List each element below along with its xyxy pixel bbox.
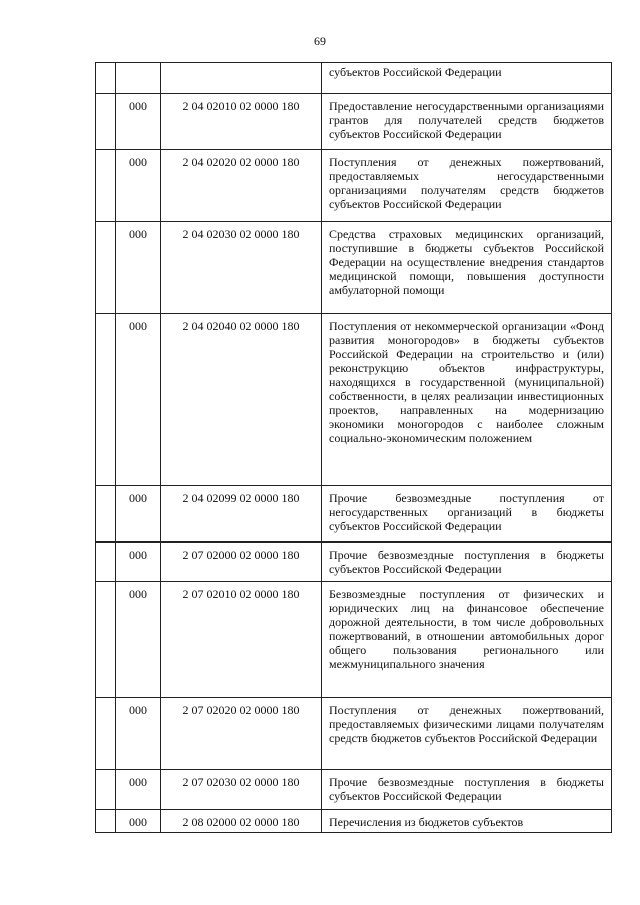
admin-code-cell: 000: [116, 222, 161, 314]
table-row: [96, 222, 612, 314]
table-row: [96, 698, 612, 770]
table-cell-blank: [96, 314, 116, 486]
budget-code-cell: 2 04 02030 02 0000 180: [161, 222, 322, 314]
table-cell-blank: [96, 486, 116, 542]
budget-code-cell: 2 07 02020 02 0000 180: [161, 698, 322, 770]
budget-code-cell: [161, 63, 322, 94]
table-row: [96, 486, 612, 542]
description-cell: Поступления от денежных пожертвований, предоставляемых физическими лицами получателям средств бюджетов субъектов Российской Федерации: [322, 698, 612, 770]
table-cell-blank: [96, 222, 116, 314]
admin-code-cell: 000: [116, 810, 161, 833]
table-cell-blank: [96, 770, 116, 810]
admin-code-cell: 000: [116, 94, 161, 150]
admin-code-cell: 000: [116, 770, 161, 810]
admin-code-cell: 000: [116, 314, 161, 486]
table-row: [96, 314, 612, 486]
table-row: [96, 810, 612, 833]
budget-code-cell: 2 07 02010 02 0000 180: [161, 582, 322, 698]
table-cell-blank: [96, 542, 116, 582]
description-cell: Безвозмездные поступления от физических и юридических лиц на финансовое обеспечение дорожной деятельности, в том числе добровольных пожертвований, в отношении автомобильных дорог общего пользования регионального или межмуниципального значения: [322, 582, 612, 698]
budget-revenue-table: [95, 62, 612, 833]
description-cell: Прочие безвозмездные поступления в бюджеты субъектов Российской Федерации: [322, 542, 612, 582]
description-cell: Поступления от денежных пожертвований, предоставляемых негосударственными организациями получателям средств бюджетов субъектов Российской Федерации: [322, 150, 612, 222]
table-cell-blank: [96, 810, 116, 833]
table-row: [96, 542, 612, 582]
table-row: [96, 770, 612, 810]
admin-code-cell: 000: [116, 542, 161, 582]
table-cell-blank: [96, 698, 116, 770]
budget-code-cell: 2 04 02040 02 0000 180: [161, 314, 322, 486]
description-cell: Перечисления из бюджетов субъектов: [322, 810, 612, 833]
admin-code-cell: [116, 63, 161, 94]
admin-code-cell: 000: [116, 150, 161, 222]
description-cell: Поступления от некоммерческой организации «Фонд развития моногородов» в бюджеты субъектов Российской Федерации на строительство и (или) реконструкцию объектов инфраструктуры, находящихся в государственной (муниципальной) собственности, в целях реализации инвестиционных проектов, направленных на модернизацию экономики моногородов с наиболее сложным социально-экономическим положением: [322, 314, 612, 486]
budget-code-cell: 2 07 02030 02 0000 180: [161, 770, 322, 810]
page-number: 69: [314, 34, 326, 48]
admin-code-cell: 000: [116, 582, 161, 698]
table-row: [96, 150, 612, 222]
budget-code-cell: 2 04 02020 02 0000 180: [161, 150, 322, 222]
table-cell-blank: [96, 582, 116, 698]
description-cell: Прочие безвозмездные поступления в бюджеты субъектов Российской Федерации: [322, 770, 612, 810]
budget-code-cell: 2 07 02000 02 0000 180: [161, 542, 322, 582]
table-row: [96, 94, 612, 150]
admin-code-cell: 000: [116, 486, 161, 542]
description-cell: Предоставление негосударственными организациями грантов для получателей средств бюджетов субъектов Российской Федерации: [322, 94, 612, 150]
table-row: [96, 63, 612, 94]
admin-code-cell: 000: [116, 698, 161, 770]
table-row: [96, 582, 612, 698]
description-cell: Прочие безвозмездные поступления от негосударственных организаций в бюджеты субъектов Российской Федерации: [322, 486, 612, 542]
table-cell-blank: [96, 63, 116, 94]
table-cell-blank: [96, 150, 116, 222]
table-cell-blank: [96, 94, 116, 150]
budget-code-cell: 2 04 02010 02 0000 180: [161, 94, 322, 150]
description-cell: субъектов Российской Федерации: [322, 63, 612, 94]
budget-code-cell: 2 08 02000 02 0000 180: [161, 810, 322, 833]
budget-code-cell: 2 04 02099 02 0000 180: [161, 486, 322, 542]
description-cell: Средства страховых медицинских организаций, поступившие в бюджеты субъектов Российской Федерации на осуществление внедрения стандартов медицинской помощи, повышения доступности амбулаторной помощи: [322, 222, 612, 314]
